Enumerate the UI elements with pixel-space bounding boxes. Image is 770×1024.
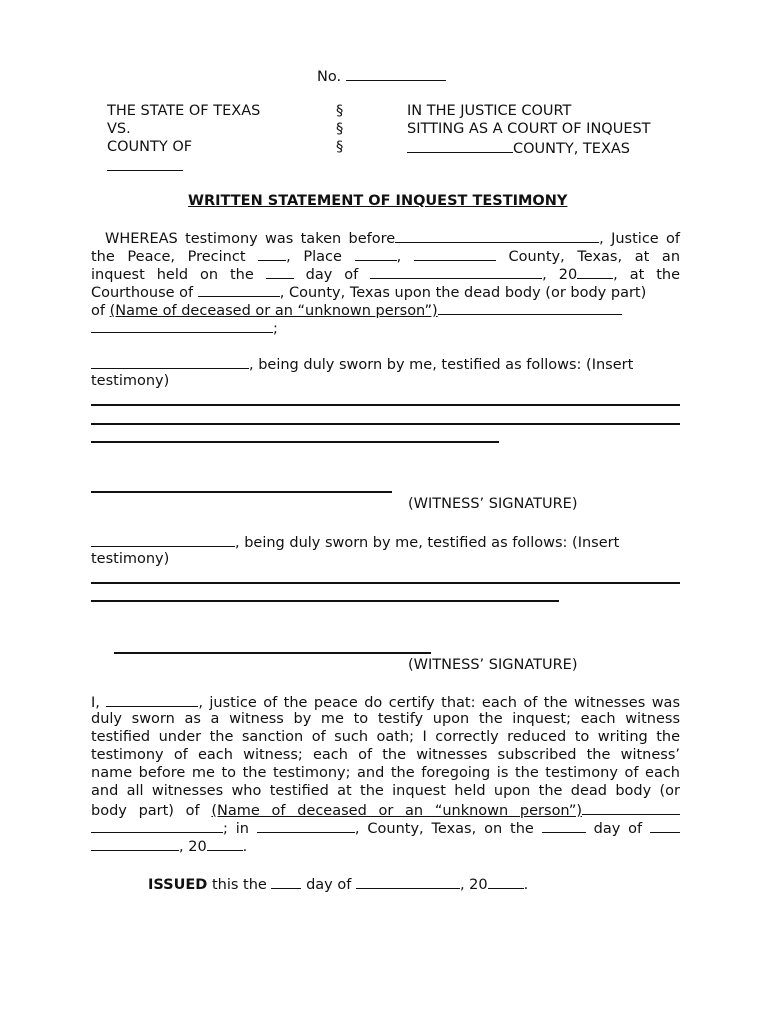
section-sign: § — [336, 103, 344, 119]
witness-2-statement: , being duly sworn by me, testified as follows: (Insert testimony) — [91, 532, 680, 568]
certify-month-blank[interactable] — [650, 818, 680, 833]
caption-right — [407, 102, 651, 156]
precinct-blank[interactable] — [258, 246, 286, 261]
court-sitting: SITTING AS A COURT OF INQUEST — [407, 121, 651, 137]
certification-paragraph: I, , justice of the peace do certify that: each of the witnesses was duly sworn as a witness by me to testify upon the inquest; each witness testified under the sanction of such oath; I correctly reduced to writing the testimony of each witness; each of the witnesses subscribed the witness’ name before me to the testimony; and the foregoing is the testimony of each and all witnesses who testified at the inquest held upon the dead body (or body part) of (Name of deceased or an “unknown person”) ; in , County, Texas, on the day of , 20 . — [91, 692, 680, 854]
caption-left — [107, 102, 260, 174]
witness-1-signature-line[interactable] — [91, 491, 392, 493]
case-number — [317, 66, 446, 86]
witness-2-testimony-line[interactable] — [91, 582, 680, 584]
court-name: IN THE JUSTICE COURT — [407, 103, 572, 119]
inquest-year-blank[interactable] — [577, 264, 613, 279]
certify-year-blank[interactable] — [207, 836, 243, 851]
county-blank[interactable] — [414, 246, 496, 261]
case-number-label: No. — [317, 69, 342, 85]
case-number-blank[interactable] — [346, 66, 446, 81]
issued-day-blank[interactable] — [271, 874, 301, 889]
caption-vs: VS. — [107, 121, 131, 137]
issued-month-blank[interactable] — [356, 874, 460, 889]
witness-1-testimony-line[interactable] — [91, 404, 680, 406]
issued-line: ISSUED this the day of , 20 . — [148, 874, 528, 894]
caption-county: COUNTY OF — [107, 139, 193, 155]
witness-1-signature-label: (WITNESS’ SIGNATURE) — [408, 496, 578, 512]
certifying-justice-blank[interactable] — [106, 692, 198, 707]
witness-2-testimony-line[interactable] — [91, 600, 559, 602]
witness-2-signature-line[interactable] — [114, 652, 431, 654]
certify-deceased-blank-cont[interactable] — [91, 818, 223, 833]
witness-2-name-blank[interactable] — [91, 532, 235, 547]
court-county-label: COUNTY, TEXAS — [513, 141, 631, 157]
whereas-paragraph: WHEREAS testimony was taken before , Justice of the Peace, Precinct , Place , County, Texas, at an inquest held on the day of , 20 , at the Courthouse of , County, Texas upon the dead body (or body part) of (Name of deceased or an “unknown person”) ; — [91, 228, 680, 336]
certify-day-blank[interactable] — [542, 818, 586, 833]
place-blank[interactable] — [355, 246, 397, 261]
witness-1-name-blank[interactable] — [91, 354, 249, 369]
issued-year-blank[interactable] — [488, 874, 524, 889]
witness-1-statement: , being duly sworn by me, testified as follows: (Insert testimony) — [91, 354, 680, 390]
inquest-day-blank[interactable] — [266, 264, 294, 279]
witness-1-testimony-line[interactable] — [91, 441, 499, 443]
witness-2-signature-label: (WITNESS’ SIGNATURE) — [408, 657, 578, 673]
issued-label: ISSUED — [148, 877, 208, 893]
caption-county-blank[interactable] — [107, 156, 260, 174]
inquest-month-blank[interactable] — [370, 264, 542, 279]
document-title: WRITTEN STATEMENT OF INQUEST TESTIMONY — [188, 193, 568, 209]
courthouse-blank[interactable] — [198, 282, 280, 297]
witness-1-testimony-line[interactable] — [91, 423, 680, 425]
section-sign: § — [336, 139, 344, 155]
section-sign: § — [336, 121, 344, 137]
deceased-name-blank-cont[interactable] — [91, 318, 273, 333]
deceased-name-prompt: (Name of deceased or an “unknown person”) — [109, 303, 438, 319]
witness-2-testimony-label: testimony) — [91, 551, 170, 567]
certify-deceased-prompt: (Name of deceased or an “unknown person”) — [211, 803, 583, 819]
certify-county-blank[interactable] — [257, 818, 355, 833]
court-county-blank[interactable] — [407, 138, 513, 153]
deceased-name-blank[interactable] — [438, 300, 622, 315]
justice-name-blank[interactable] — [395, 228, 599, 243]
court-county — [407, 138, 651, 156]
caption-state: THE STATE OF TEXAS — [107, 103, 261, 119]
caption-section-signs — [336, 102, 343, 156]
certify-deceased-blank[interactable] — [582, 800, 680, 815]
certify-month-blank-cont[interactable] — [91, 836, 179, 851]
witness-1-testimony-label: testimony) — [91, 373, 170, 389]
